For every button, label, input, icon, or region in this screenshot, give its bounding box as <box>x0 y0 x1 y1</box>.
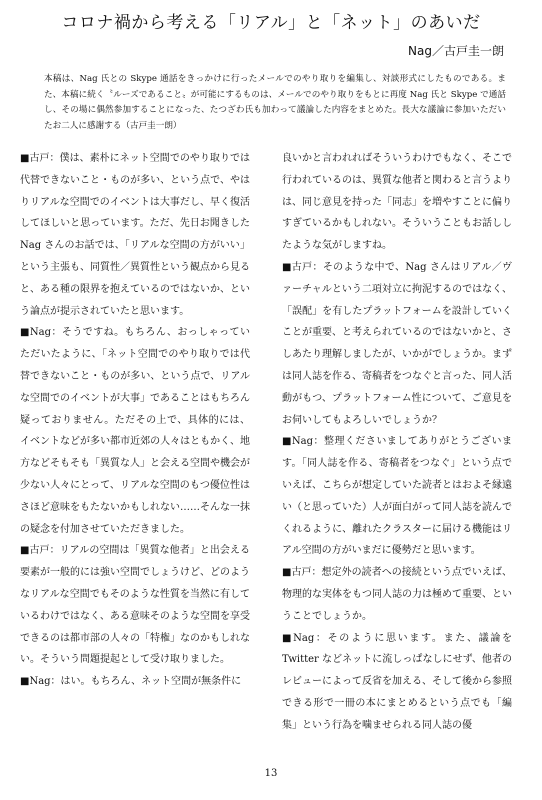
article-title: コロナ禍から考える「リアル」と「ネット」のあいだ <box>61 13 481 33</box>
right-column <box>282 148 512 737</box>
paragraph: ■古戸：リアルの空間は「異質な他者」と出会える要素が一般的には強い空間でしょうけど、どのようなリアルな空間でもそのような性質を当然に有しているわけではなく、ある意味そのような空間を享受できるのは都市部の人々の「特権」なのかもしれない。そういう問題提起として受け取りました。 <box>20 545 250 666</box>
paragraph: ■Nag：整理くださいましてありがとうございます。「同人誌を作る、寄稿者をつなぐ」という点でいえば、こちらが想定していた読者とはおよそ縁遠い（と思っていた）人が面白がって同人誌を読んでくれるように、離れたクラスターに届ける機能はリアル空間の方がいまだに優勢だと思います。 <box>282 436 512 557</box>
paragraph: ■Nag：そうですね。もちろん、おっしゃっていただいたように、「ネット空間でのやり取りでは代替できないこと・ものが多い、という点で、リアルな空間でのイベントが大事」であることはもちろん疑っておりません。ただその上で、具体的には、イベントなどが多い都市近郊の人々はともかく、地方などそもそも「異質な人」と会える空間や機会が少ない人々にとって、リアルな空間のもつ優位性はさほど意味をもたないかもしれない……そんな一抹の疑念を付加させていただきました。 <box>20 327 250 535</box>
paragraph: ■古戸：想定外の読者への接続という点でいえば、物理的な実体をもつ同人誌の力は極めて重要、ということでしょうか。 <box>282 567 512 622</box>
page-number: 13 <box>264 768 278 779</box>
left-column <box>20 148 250 693</box>
paragraph: ■Nag：はい。もちろん、ネット空間が無条件に <box>20 676 242 688</box>
article-author: Nag／古戸圭一朗 <box>408 44 504 58</box>
paragraph: 良いかと言われればそういうわけでもなく、そこで行われているのは、異質な他者と関わると言うよりは、同じ意見を持った「同志」を増やすことに偏りすぎているかもしれない。そういうこともお話ししたような気がしますね。 <box>282 153 512 252</box>
article-abstract: 本稿は、Nag 氏との Skype 通話をきっかけに行ったメールでのやり取りを編集し、対談形式にしたものである。また、本稿に続く〝ルーズであること〟が可能にするものは、メールでのやり取りをもとに再度 Nag 氏と Skype で通話し、その場に偶然参加することになった、たつざわ氏も加わって議論した内容をまとめた。長大な議論に参加いただいたお二人に感謝する（古戸圭一朗） <box>44 74 506 131</box>
paragraph: ■古戸：そのような中で、Nag さんはリアル／ヴァーチャルという二項対立に拘泥するのではなく、「誤配」を有したプラットフォームを設計していくことが重要、と考えられているのではないかと、さしあたり理解しましたが、いかがでしょうか。まずは同人誌を作る、寄稿者をつなぐと言った、同人活動がもつ、プラットフォーム性について、ご意見をお伺いしてもよろしいでしょうか？ <box>282 261 512 426</box>
paragraph: ■古戸：僕は、素朴にネット空間でのやり取りでは代替できないこと・ものが多い、という点で、やはりリアルな空間でのイベントは大事だし、早く復活してほしいと思っています。ただ、先日お聞きした Nag さんのお話では、「リアルな空間の方がいい」という主張も、同質性／異質性という観点から見ると、ある種の限界を抱えているのではないか、という論点が提示されていたと思います。 <box>20 153 250 317</box>
paragraph: ■Nag：そのように思います。また、議論を Twitter などネットに流しっぱなしにせず、他者のレビューによって反省を加える、そして後から参照できる形で一冊の本にまとめるという点でも「編集」という行為を噛ませられる同人誌の優 <box>282 632 512 731</box>
